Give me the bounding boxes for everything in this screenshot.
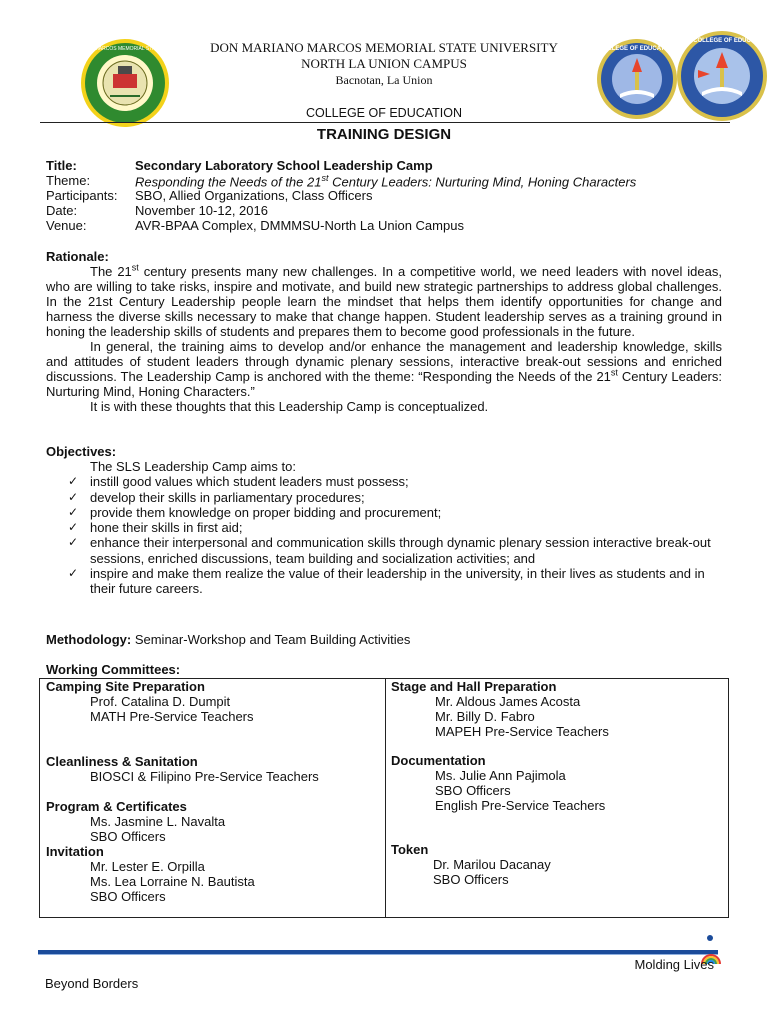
- committee-member: Ms. Jasmine L. Navalta: [90, 814, 226, 829]
- checkmark-icon: ✓: [68, 566, 79, 581]
- rationale-paragraph: [46, 339, 722, 399]
- meta-value: November 10-12, 2016: [135, 203, 268, 218]
- svg-text:DON MARIANO MARCOS MEMORIAL ST: DON MARIANO MARCOS MEMORIAL STATE UNIVERSITY: [57, 46, 193, 52]
- checkmark-icon: ✓: [68, 535, 79, 550]
- committees-heading: Working Committees:: [46, 662, 181, 677]
- committee-stage-hall: [391, 679, 609, 739]
- meta-key: Participants:: [46, 188, 118, 203]
- meta-row-venue: [46, 218, 736, 233]
- committee-member: Ms. Julie Ann Pajimola: [435, 768, 566, 783]
- svg-text:COLLEGE OF EDUC: COLLEGE OF EDUC: [693, 38, 751, 44]
- committee-name: Camping Site Preparation: [46, 679, 205, 694]
- training-meta: [46, 158, 736, 234]
- meta-row-title: [46, 158, 736, 173]
- superscript: st: [131, 262, 139, 273]
- footer-bar: [38, 950, 718, 955]
- objective-text: instill good values which student leaders must possess;: [90, 474, 409, 490]
- objective-text: hone their skills in first aid;: [90, 520, 243, 536]
- committee-member: Ms. Lea Lorraine N. Bautista: [90, 874, 255, 889]
- college-name: COLLEGE OF EDUCATION: [305, 106, 463, 120]
- objectives-intro: The SLS Leadership Camp aims to:: [90, 459, 296, 474]
- text-run: century presents many new challenges. In a competitive world, we need leaders with novel ideas, who are willing to take risks, inspire and motivate, and build new strategic partnerships to address global challenges. In the 21st Century Leadership people learn the mindset that helps them identify opportunities for change and harness the diverse skills necessary to make that change happen. Student leadership serves as a training ground in honing the leadership skills of students and prepares them to become good professionals in the future.: [46, 264, 722, 339]
- objective-item: [46, 490, 726, 505]
- checkmark-icon: ✓: [68, 489, 79, 504]
- committee-invitation: [46, 844, 255, 904]
- checkmark-icon: ✓: [68, 520, 79, 535]
- meta-value: Secondary Laboratory School Leadership Camp: [135, 158, 433, 173]
- meta-row-theme: [46, 173, 736, 188]
- committee-camping-site: [46, 679, 254, 724]
- svg-text:COLLEGE OF EDUCATION: COLLEGE OF EDUCATION: [599, 46, 675, 52]
- committee-name: Stage and Hall Preparation: [391, 679, 557, 694]
- footer-tagline-right: Molding Lives: [634, 957, 714, 972]
- committee-member: Mr. Billy D. Fabro: [435, 709, 535, 724]
- text-run: The 21: [90, 264, 132, 279]
- rationale-paragraph: [46, 264, 722, 339]
- objectives-list: [46, 459, 726, 597]
- text-run: Century Leaders: Nurturing Mind, Honing Characters.”: [46, 369, 722, 399]
- meta-key: Date:: [46, 203, 78, 218]
- rationale-body: [46, 264, 722, 414]
- committee-member: Prof. Catalina D. Dumpit: [90, 694, 231, 709]
- committee-member: English Pre-Service Teachers: [435, 798, 606, 813]
- committee-program: [46, 799, 225, 844]
- committees-table: [39, 678, 729, 918]
- methodology-label: Methodology:: [46, 632, 132, 647]
- meta-value-pre: Responding the Needs of the 21: [135, 174, 322, 190]
- meta-row-participants: [46, 188, 736, 203]
- committee-name: Invitation: [46, 844, 104, 859]
- meta-value: AVR-BPAA Complex, DMMMSU-North La Union Campus: [135, 218, 464, 233]
- committee-member: BIOSCI & Filipino Pre-Service Teachers: [90, 769, 319, 784]
- objective-item: [46, 520, 726, 535]
- committee-member: SBO Officers: [90, 829, 166, 844]
- committee-member: SBO Officers: [433, 872, 509, 887]
- objective-text: provide them knowledge on proper bidding and procurement;: [90, 504, 442, 520]
- objective-text: inspire and make them realize the value of their leadership in the university, in their lives as students and in their future careers.: [90, 566, 705, 597]
- checkmark-icon: ✓: [68, 474, 79, 489]
- objective-text: develop their skills in parliamentary procedures;: [90, 489, 365, 505]
- committee-member: Mr. Lester E. Orpilla: [90, 859, 205, 874]
- objective-text: enhance their interpersonal and communication skills through dynamic plenary session interactive break-out sessions, enriched discussions, team building and socialization activities; and: [90, 535, 711, 566]
- meta-row-date: [46, 203, 736, 218]
- committee-member: MAPEH Pre-Service Teachers: [435, 724, 609, 739]
- text-run: In general, the training aims to develop and/or enhance the management and leadership knowledge, skills and attitudes of student leaders through dynamic plenary sessions, interactive break-out sessions and enriched discussions. The Leadership Camp is anchored with the theme: “Responding the Needs of the 21: [46, 339, 722, 384]
- methodology: [46, 632, 410, 647]
- header-divider: [40, 122, 730, 123]
- objective-item: [46, 505, 726, 520]
- rationale-heading: Rationale:: [46, 249, 109, 264]
- committee-member: SBO Officers: [90, 889, 166, 904]
- committee-member: SBO Officers: [435, 783, 511, 798]
- objective-item: [46, 535, 726, 566]
- committee-documentation: [391, 753, 605, 813]
- meta-key: Venue:: [46, 218, 87, 233]
- superscript: st: [610, 367, 618, 378]
- checkmark-icon: ✓: [68, 504, 79, 519]
- meta-value: [135, 173, 636, 189]
- committee-member: MATH Pre-Service Teachers: [90, 709, 254, 724]
- meta-value: SBO, Allied Organizations, Class Officers: [135, 188, 373, 203]
- committee-name: Cleanliness & Sanitation: [46, 754, 198, 769]
- committee-name: Documentation: [391, 753, 486, 768]
- objective-item: [46, 566, 726, 597]
- column-divider: [385, 679, 386, 917]
- objectives-heading: Objectives:: [46, 444, 117, 459]
- document-title: TRAINING DESIGN: [316, 126, 452, 143]
- committee-cleanliness: [46, 754, 319, 784]
- meta-value-sup: st: [321, 173, 329, 183]
- committee-name: Token: [391, 842, 429, 857]
- campus-location: Bacnotan, La Union: [335, 73, 433, 87]
- committee-member: Dr. Marilou Dacanay: [433, 857, 551, 872]
- committee-member: Mr. Aldous James Acosta: [435, 694, 581, 709]
- rationale-paragraph: It is with these thoughts that this Leadership Camp is conceptualized.: [90, 399, 489, 414]
- university-name: DON MARIANO MARCOS MEMORIAL STATE UNIVERSITY: [210, 40, 558, 55]
- meta-value-post: Century Leaders: Nurturing Mind, Honing Characters: [328, 174, 637, 190]
- meta-key: Title:: [46, 158, 77, 173]
- methodology-value: Seminar-Workshop and Team Building Activities: [131, 632, 411, 647]
- objective-item: [46, 474, 726, 489]
- committee-name: Program & Certificates: [46, 799, 187, 814]
- committee-token: [391, 842, 551, 887]
- meta-key: Theme:: [46, 173, 91, 188]
- footer-tagline-left: Beyond Borders: [45, 976, 139, 991]
- campus-name: NORTH LA UNION CAMPUS: [301, 56, 467, 71]
